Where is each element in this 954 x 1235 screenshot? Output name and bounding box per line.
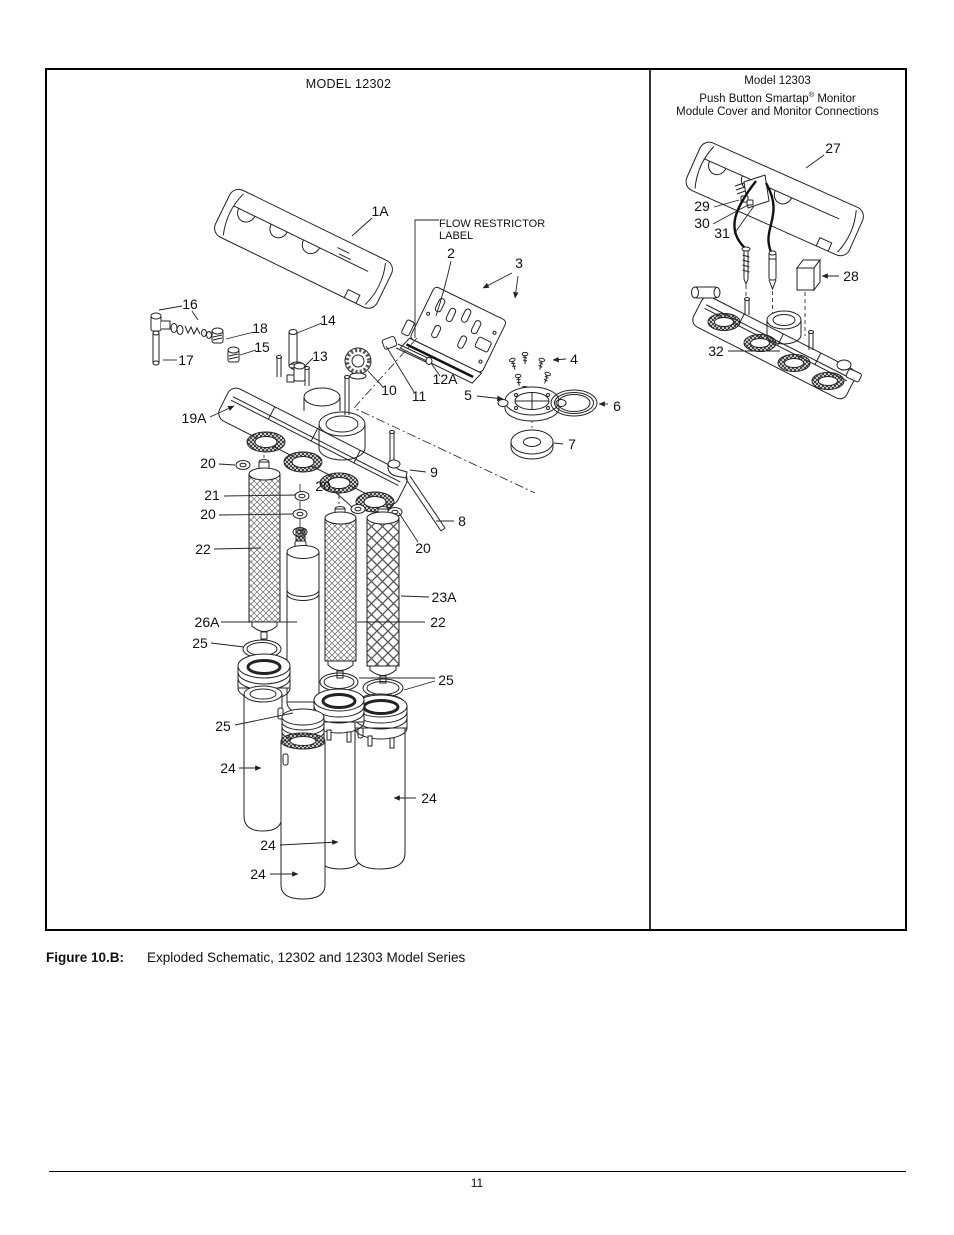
callout-4: 4 — [570, 351, 578, 367]
figure-caption — [46, 950, 465, 965]
callout-31: 31 — [714, 225, 730, 241]
callout-22-a: 22 — [195, 541, 211, 557]
registered-mark: ® — [808, 90, 815, 99]
right-panel-title-line2 — [650, 88, 905, 106]
callout-19a: 19A — [181, 410, 207, 426]
module-cover-1a — [211, 186, 396, 312]
callout-5: 5 — [464, 387, 472, 403]
o-ring-6 — [551, 390, 597, 416]
callout-3: 3 — [515, 255, 523, 271]
callout-22-b: 22 — [430, 614, 446, 630]
callout-12a: 12A — [432, 371, 458, 387]
module-cover-27 — [683, 139, 867, 259]
left-panel-title: MODEL 12302 — [305, 77, 392, 91]
callout-28: 28 — [843, 268, 859, 284]
left-panel-drawing — [151, 186, 597, 899]
cap-5 — [498, 387, 566, 421]
callout-27: 27 — [825, 140, 841, 156]
filter-cartridge-22-mid — [325, 507, 356, 679]
right-panel-drawing — [683, 139, 867, 401]
callout-13: 13 — [312, 348, 328, 364]
seal-ring-25-b — [320, 673, 358, 691]
callout-32: 32 — [708, 343, 724, 359]
drain-tube-8 — [406, 476, 445, 531]
exploded-schematic — [47, 70, 905, 929]
footer-rule — [49, 1171, 906, 1172]
caption-text: Exploded Schematic, 12302 and 12303 Model Series — [147, 950, 466, 965]
callout-11: 11 — [411, 388, 427, 404]
callout-1a: 1A — [371, 203, 389, 219]
callout-20-a: 20 — [200, 455, 216, 471]
manifold-19a — [216, 356, 411, 513]
callout-24-c: 24 — [260, 837, 276, 853]
figure-box — [45, 68, 907, 931]
callout-30: 30 — [694, 215, 710, 231]
callout-29: 29 — [694, 198, 710, 214]
callout-26a: 26A — [194, 614, 220, 630]
knob-10 — [345, 348, 371, 379]
plug-15 — [228, 347, 239, 362]
callout-8: 8 — [458, 513, 466, 529]
callout-24-d: 24 — [250, 866, 266, 882]
callout-25-b: 25 — [438, 672, 454, 688]
callout-21: 21 — [204, 487, 220, 503]
callout-15: 15 — [254, 339, 270, 355]
callout-16: 16 — [182, 296, 198, 312]
flow-restrictor-label-line2: LABEL — [439, 230, 474, 242]
sump-1 — [244, 686, 283, 831]
right-panel-title-line1: Model 12303 — [744, 75, 811, 87]
callout-10: 10 — [381, 382, 397, 398]
right-panel-title-line2-text: Push Button Smartap — [699, 92, 809, 105]
callout-25-c: 25 — [215, 718, 231, 734]
callout-20-d: 20 — [415, 540, 431, 556]
flow-restrictor-label-line1: FLOW RESTRICTOR — [439, 218, 546, 230]
callout-24-a: 24 — [220, 760, 236, 776]
right-panel-title — [650, 75, 905, 119]
mounting-bracket — [395, 282, 507, 385]
callout-17: 17 — [178, 352, 194, 368]
battery-28 — [797, 260, 820, 290]
inline-filter-26a — [287, 529, 319, 713]
right-panel-title-line3: Module Cover and Monitor Connections — [676, 105, 879, 118]
sump-2 — [281, 709, 325, 899]
tube-17 — [153, 331, 159, 365]
callout-2: 2 — [447, 245, 455, 261]
callout-9: 9 — [430, 464, 438, 480]
fitting-16-assembly — [151, 313, 212, 339]
callout-20-c: 20 — [200, 506, 216, 522]
callout-18: 18 — [252, 320, 268, 336]
callout-25-a: 25 — [192, 635, 208, 651]
filter-cartridge-22-left — [249, 460, 280, 640]
right-panel-title-line2-tail: Monitor — [814, 92, 856, 105]
probe-sensor — [769, 251, 776, 289]
callout-23a: 23A — [431, 589, 457, 605]
callout-20-b: 20 — [315, 478, 331, 494]
callout-24-b: 24 — [421, 790, 437, 806]
callout-6: 6 — [613, 398, 621, 414]
plug-18 — [212, 328, 223, 343]
callout-7: 7 — [568, 436, 576, 452]
caption-label: Figure 10.B: — [46, 950, 125, 965]
probe-screw — [742, 247, 750, 284]
callout-14: 14 — [320, 312, 336, 328]
disc-7 — [511, 430, 553, 459]
page-number: 11 — [470, 1176, 484, 1190]
filter-cartridge-23a — [367, 507, 399, 684]
